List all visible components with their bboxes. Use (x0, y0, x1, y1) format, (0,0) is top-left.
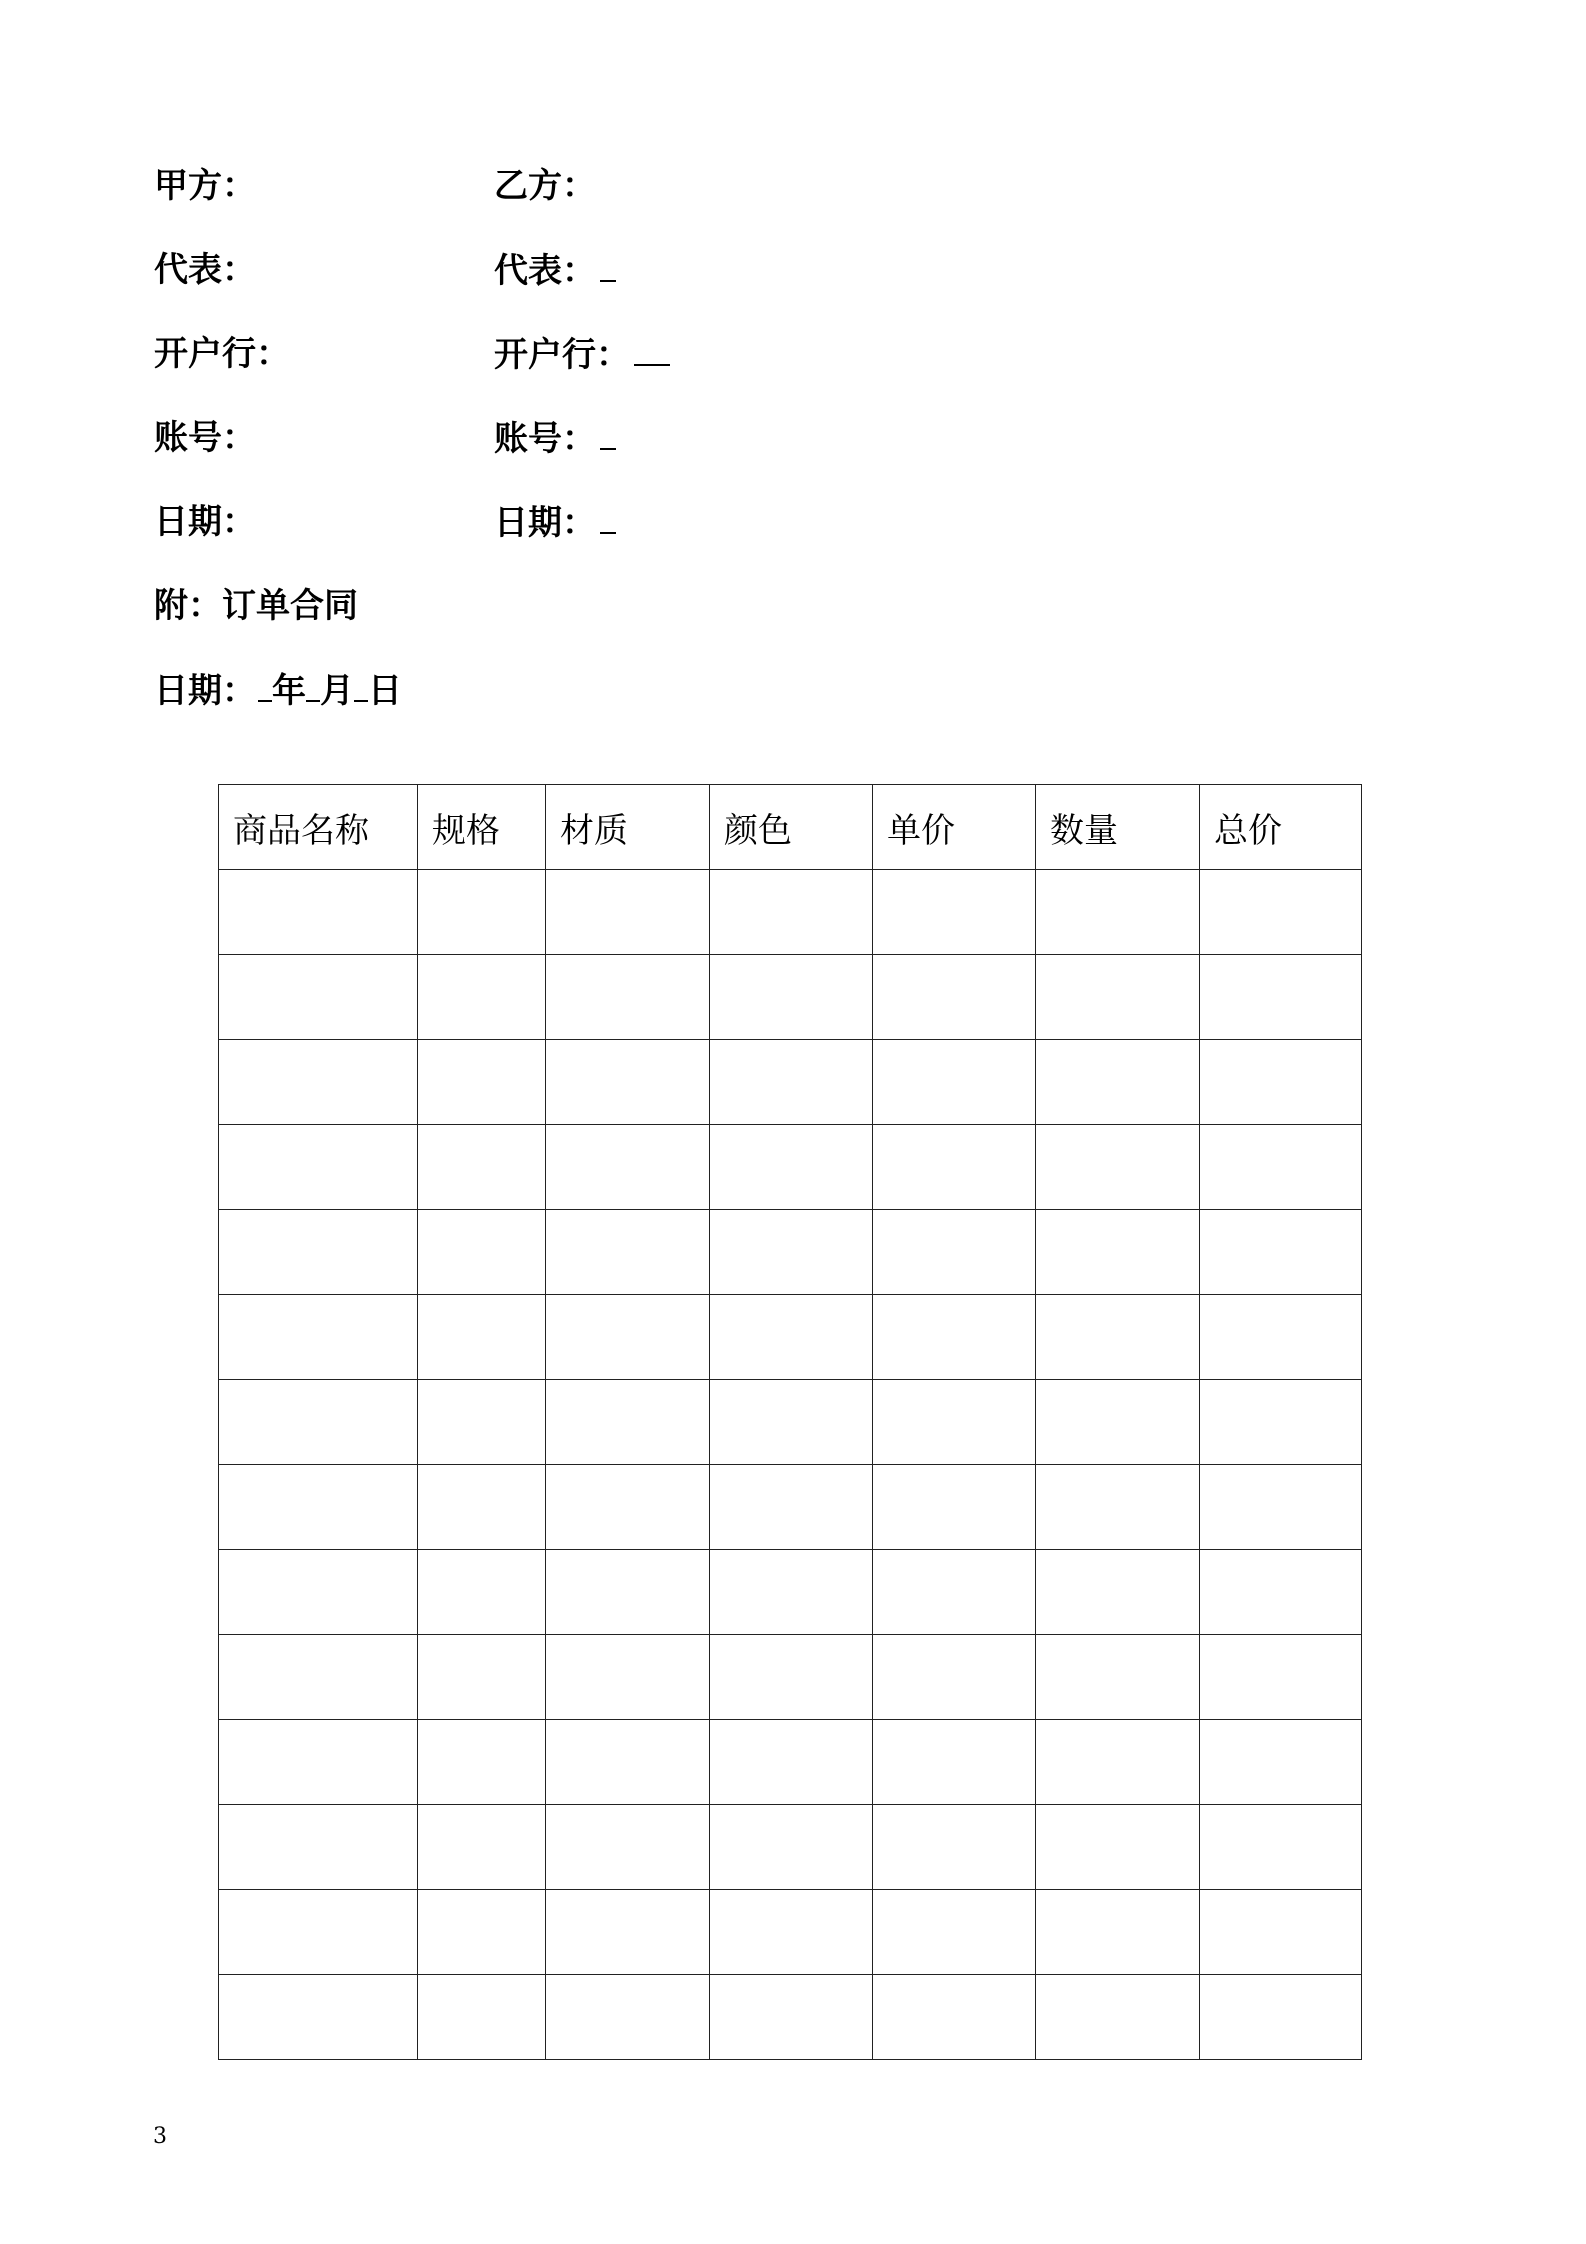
table-cell[interactable] (546, 1890, 710, 1975)
party-b-representative-field[interactable] (600, 250, 616, 282)
header-total-price: 总价 (1200, 785, 1362, 870)
table-cell[interactable] (710, 1465, 873, 1550)
table-cell[interactable] (418, 1635, 546, 1720)
table-cell[interactable] (546, 1040, 710, 1125)
table-cell[interactable] (873, 1295, 1036, 1380)
table-cell[interactable] (1200, 1720, 1362, 1805)
table-cell[interactable] (710, 1040, 873, 1125)
table-cell[interactable] (710, 1720, 873, 1805)
table-cell[interactable] (873, 1975, 1036, 2060)
table-cell[interactable] (219, 870, 418, 955)
party-b-bank-field[interactable] (634, 334, 670, 366)
table-cell[interactable] (546, 1550, 710, 1635)
table-cell[interactable] (546, 1380, 710, 1465)
table-cell[interactable] (1036, 1805, 1200, 1890)
table-cell[interactable] (1200, 1040, 1362, 1125)
party-b-account-field[interactable] (600, 418, 616, 450)
table-cell[interactable] (873, 955, 1036, 1040)
table-row (219, 1550, 1362, 1635)
table-cell[interactable] (1200, 1465, 1362, 1550)
table-cell[interactable] (1036, 1550, 1200, 1635)
table-row (219, 1210, 1362, 1295)
table-cell[interactable] (1036, 1210, 1200, 1295)
table-row (219, 955, 1362, 1040)
table-cell[interactable] (1200, 1380, 1362, 1465)
signing-date-line (154, 670, 402, 711)
party-a-representative-label: 代表： (154, 250, 256, 290)
month-label: 月 (320, 671, 354, 711)
table-cell[interactable] (418, 870, 546, 955)
table-cell[interactable] (710, 1805, 873, 1890)
table-cell[interactable] (418, 1720, 546, 1805)
table-cell[interactable] (219, 1465, 418, 1550)
table-cell[interactable] (873, 1210, 1036, 1295)
table-cell[interactable] (1036, 955, 1200, 1040)
table-cell[interactable] (1200, 1295, 1362, 1380)
party-b-account-line (494, 418, 616, 459)
party-b-bank-label: 开户行： (494, 335, 630, 375)
table-cell[interactable] (219, 1635, 418, 1720)
table-cell[interactable] (546, 1125, 710, 1210)
attachment-label: 附：订单合同 (154, 586, 358, 626)
table-row (219, 1040, 1362, 1125)
table-cell[interactable] (418, 1210, 546, 1295)
table-row (219, 1380, 1362, 1465)
table-cell[interactable] (219, 1975, 418, 2060)
table-cell[interactable] (219, 1295, 418, 1380)
table-cell[interactable] (418, 1295, 546, 1380)
table-cell[interactable] (1036, 1720, 1200, 1805)
order-table (218, 784, 1362, 2060)
table-cell[interactable] (418, 1040, 546, 1125)
year-field[interactable] (258, 670, 272, 702)
table-cell[interactable] (873, 1380, 1036, 1465)
header-product-name: 商品名称 (219, 785, 418, 870)
table-cell[interactable] (1200, 1635, 1362, 1720)
table-cell[interactable] (873, 870, 1036, 955)
day-field[interactable] (354, 670, 368, 702)
table-row (219, 1890, 1362, 1975)
table-cell[interactable] (1036, 1380, 1200, 1465)
table-cell[interactable] (710, 1210, 873, 1295)
signing-date-label: 日期： (154, 671, 256, 711)
table-body (219, 870, 1362, 2060)
table-row (219, 1805, 1362, 1890)
table-cell[interactable] (546, 1720, 710, 1805)
table-cell[interactable] (219, 1210, 418, 1295)
table-cell[interactable] (418, 1975, 546, 2060)
table-cell[interactable] (873, 1720, 1036, 1805)
table-row (219, 1720, 1362, 1805)
party-b-representative-line (494, 250, 616, 291)
table-cell[interactable] (1036, 1295, 1200, 1380)
table-cell[interactable] (546, 870, 710, 955)
table-cell[interactable] (710, 870, 873, 955)
table-cell[interactable] (219, 1125, 418, 1210)
table-cell[interactable] (1036, 1635, 1200, 1720)
party-a-label: 甲方： (154, 166, 256, 206)
party-b-bank-line (494, 334, 670, 375)
table-cell[interactable] (873, 1890, 1036, 1975)
table-cell[interactable] (219, 955, 418, 1040)
header-material: 材质 (546, 785, 710, 870)
party-a-bank-label: 开户行： (154, 334, 290, 374)
table-cell[interactable] (873, 1125, 1036, 1210)
table-cell[interactable] (1036, 1125, 1200, 1210)
table-cell[interactable] (546, 1635, 710, 1720)
table-cell[interactable] (710, 1295, 873, 1380)
table-cell[interactable] (546, 1210, 710, 1295)
page-number: 3 (153, 2124, 167, 2149)
table-cell[interactable] (1200, 1805, 1362, 1890)
table-cell[interactable] (710, 1125, 873, 1210)
table-cell[interactable] (546, 1295, 710, 1380)
header-color: 颜色 (710, 785, 873, 870)
party-b-label: 乙方： (494, 166, 596, 206)
table-cell[interactable] (546, 1465, 710, 1550)
table-row (219, 1125, 1362, 1210)
table-cell[interactable] (418, 1550, 546, 1635)
header-unit-price: 单价 (873, 785, 1036, 870)
table-cell[interactable] (873, 1550, 1036, 1635)
table-cell[interactable] (418, 1125, 546, 1210)
party-a-date-label: 日期： (154, 502, 256, 542)
table-cell[interactable] (219, 1550, 418, 1635)
table-cell[interactable] (1036, 870, 1200, 955)
party-b-account-label: 账号： (494, 419, 596, 459)
table-cell[interactable] (546, 1805, 710, 1890)
table-cell[interactable] (710, 1635, 873, 1720)
table-cell[interactable] (219, 1805, 418, 1890)
table-cell[interactable] (418, 1805, 546, 1890)
table-cell[interactable] (546, 955, 710, 1040)
table-cell[interactable] (219, 1380, 418, 1465)
table-cell[interactable] (418, 1380, 546, 1465)
table-cell[interactable] (1200, 1975, 1362, 2060)
table-cell[interactable] (1200, 870, 1362, 955)
table-cell[interactable] (1200, 955, 1362, 1040)
table-cell[interactable] (1036, 1890, 1200, 1975)
table-cell[interactable] (1200, 1125, 1362, 1210)
table-cell[interactable] (710, 1975, 873, 2060)
table-row (219, 1465, 1362, 1550)
party-b-date-line (494, 502, 616, 543)
table-cell[interactable] (219, 1890, 418, 1975)
table-cell[interactable] (418, 1465, 546, 1550)
table-cell[interactable] (219, 1040, 418, 1125)
day-label: 日 (368, 671, 402, 711)
table-cell[interactable] (710, 955, 873, 1040)
table-cell[interactable] (418, 1890, 546, 1975)
table-cell[interactable] (418, 955, 546, 1040)
party-b-date-field[interactable] (600, 502, 616, 534)
table-cell[interactable] (1200, 1550, 1362, 1635)
table-cell[interactable] (546, 1975, 710, 2060)
table-cell[interactable] (873, 1805, 1036, 1890)
party-b-date-label: 日期： (494, 503, 596, 543)
table-cell[interactable] (710, 1380, 873, 1465)
table-cell[interactable] (1036, 1465, 1200, 1550)
header-specification: 规格 (418, 785, 546, 870)
header-quantity: 数量 (1036, 785, 1200, 870)
table-cell[interactable] (873, 1635, 1036, 1720)
table-cell[interactable] (1200, 1210, 1362, 1295)
table-header-row (219, 785, 1362, 870)
table-cell[interactable] (873, 1465, 1036, 1550)
table-row (219, 870, 1362, 955)
table-cell[interactable] (710, 1550, 873, 1635)
table-row (219, 1295, 1362, 1380)
table-cell[interactable] (1200, 1890, 1362, 1975)
table-cell[interactable] (873, 1040, 1036, 1125)
party-a-account-label: 账号： (154, 418, 256, 458)
table-cell[interactable] (219, 1720, 418, 1805)
year-label: 年 (272, 671, 306, 711)
party-b-representative-label: 代表： (494, 251, 596, 291)
month-field[interactable] (306, 670, 320, 702)
table-cell[interactable] (1036, 1040, 1200, 1125)
table-row (219, 1635, 1362, 1720)
table-cell[interactable] (1036, 1975, 1200, 2060)
table-row (219, 1975, 1362, 2060)
table-cell[interactable] (710, 1890, 873, 1975)
